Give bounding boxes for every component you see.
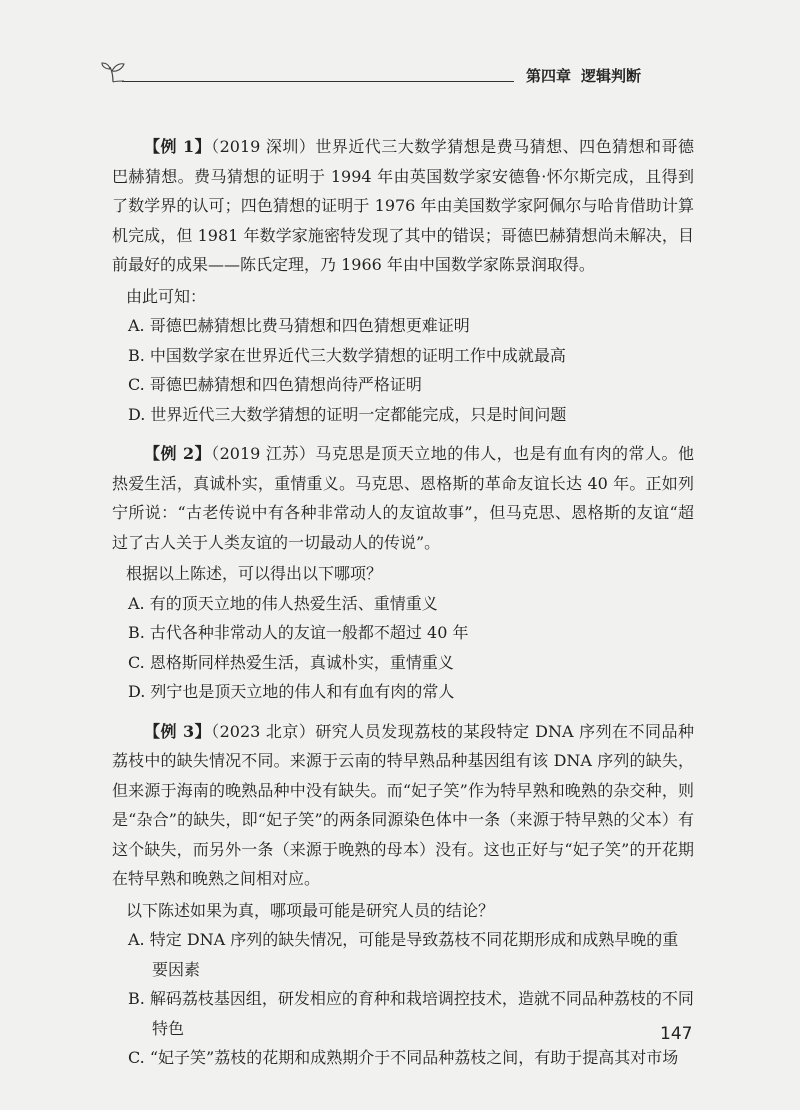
option-a: A. 有的顶天立地的伟人热爱生活、重情重义 (128, 593, 438, 613)
option-b: B. 中国数学家在世界近代三大数学猜想的证明工作中成就最高 (128, 345, 566, 365)
chapter-title: 第四章 逻辑判断 (526, 67, 642, 85)
option-c: C. “妃子笑”荔枝的花期和成熟期介于不同品种荔枝之间，有助于提高其对市场 (128, 1048, 679, 1067)
option-d: D. 列宁也是顶天立地的伟人和有血有肉的常人 (128, 682, 455, 701)
example-stem: 【例 3】（2023 北京）研究人员发现荔枝的某段特定 DNA 序列在不同品种荔枝中的缺失情况不同。来源于云南的特早熟品种基因组有该 DNA 序列的缺失，但来源于海南的晚熟品种中没有缺失。而“妃子笑”作为特早熟和晚熟的杂交种，则是“杂合”的缺失，即“妃子笑”的两条同源染色体中一条（来源于特早熟的父本）有这个缺失，而另外一条（来源于晚熟的母本）没有。这也正好与“妃子笑”的开花期在特早熟和晚熟之间相对应。 (112, 721, 694, 888)
option-c: C. 哥德巴赫猜想和四色猜想尚待严格证明 (128, 375, 422, 394)
example-1 (112, 132, 694, 429)
example-question: 以下陈述如果为真，哪项最可能是研究人员的结论？ (126, 900, 495, 920)
example-3 (112, 717, 694, 1073)
option-d: D. 世界近代三大数学猜想的证明一定都能完成，只是时间问题 (128, 404, 567, 424)
option-c: C. 恩格斯同样热爱生活，真诚朴实，重情重义 (128, 652, 454, 672)
example-stem: 【例 2】（2019 江苏）马克思是顶天立地的伟人，也是有血有肉的常人。他热爱生活，真诚朴实，重情重义。马克思、恩格斯的革命友谊长达 40 年。正如列宁所说：“古老传说中有各种非常动人的友谊故事”，但马克思、恩格斯的友谊“超过了古人关于人类友谊的一切最动人的传说”。 (112, 444, 694, 552)
example-question: 由此可知： (126, 286, 207, 306)
option-b: B. 古代各种非常动人的友谊一般都不超过 40 年 (128, 623, 469, 642)
sprout-icon (100, 60, 132, 86)
example-stem: 【例 1】（2019 深圳）世界近代三大数学猜想是费马猜想、四色猜想和哥德巴赫猜想。费马猜想的证明于 1994 年由英国数学家安德鲁·怀尔斯完成，且得到了数学界的认可；四色猜想的证明于 1976 年由美国数学家阿佩尔与哈肯借助计算机完成，但 1981 年数学家施密特发现了其中的错误；哥德巴赫猜想尚未解决，目前最好的成果——陈氏定理，乃 1966 年由中国数学家陈景润取得。 (112, 137, 694, 274)
page-header (100, 60, 700, 90)
header-rule (122, 81, 514, 82)
option-a: A. 特定 DNA 序列的缺失情况，可能是导致荔枝不同花期形成和成熟早晚的重要因素 (128, 930, 679, 979)
page-content (112, 132, 694, 1075)
example-2 (112, 439, 694, 707)
option-b: B. 解码荔枝基因组，研发相应的育种和栽培调控技术，造就不同品种荔枝的不同特色 (128, 989, 694, 1038)
option-a: A. 哥德巴赫猜想比费马猜想和四色猜想更难证明 (128, 316, 470, 335)
page-number: 147 (660, 1024, 693, 1044)
example-question: 根据以上陈述，可以得出以下哪项？ (126, 564, 383, 583)
